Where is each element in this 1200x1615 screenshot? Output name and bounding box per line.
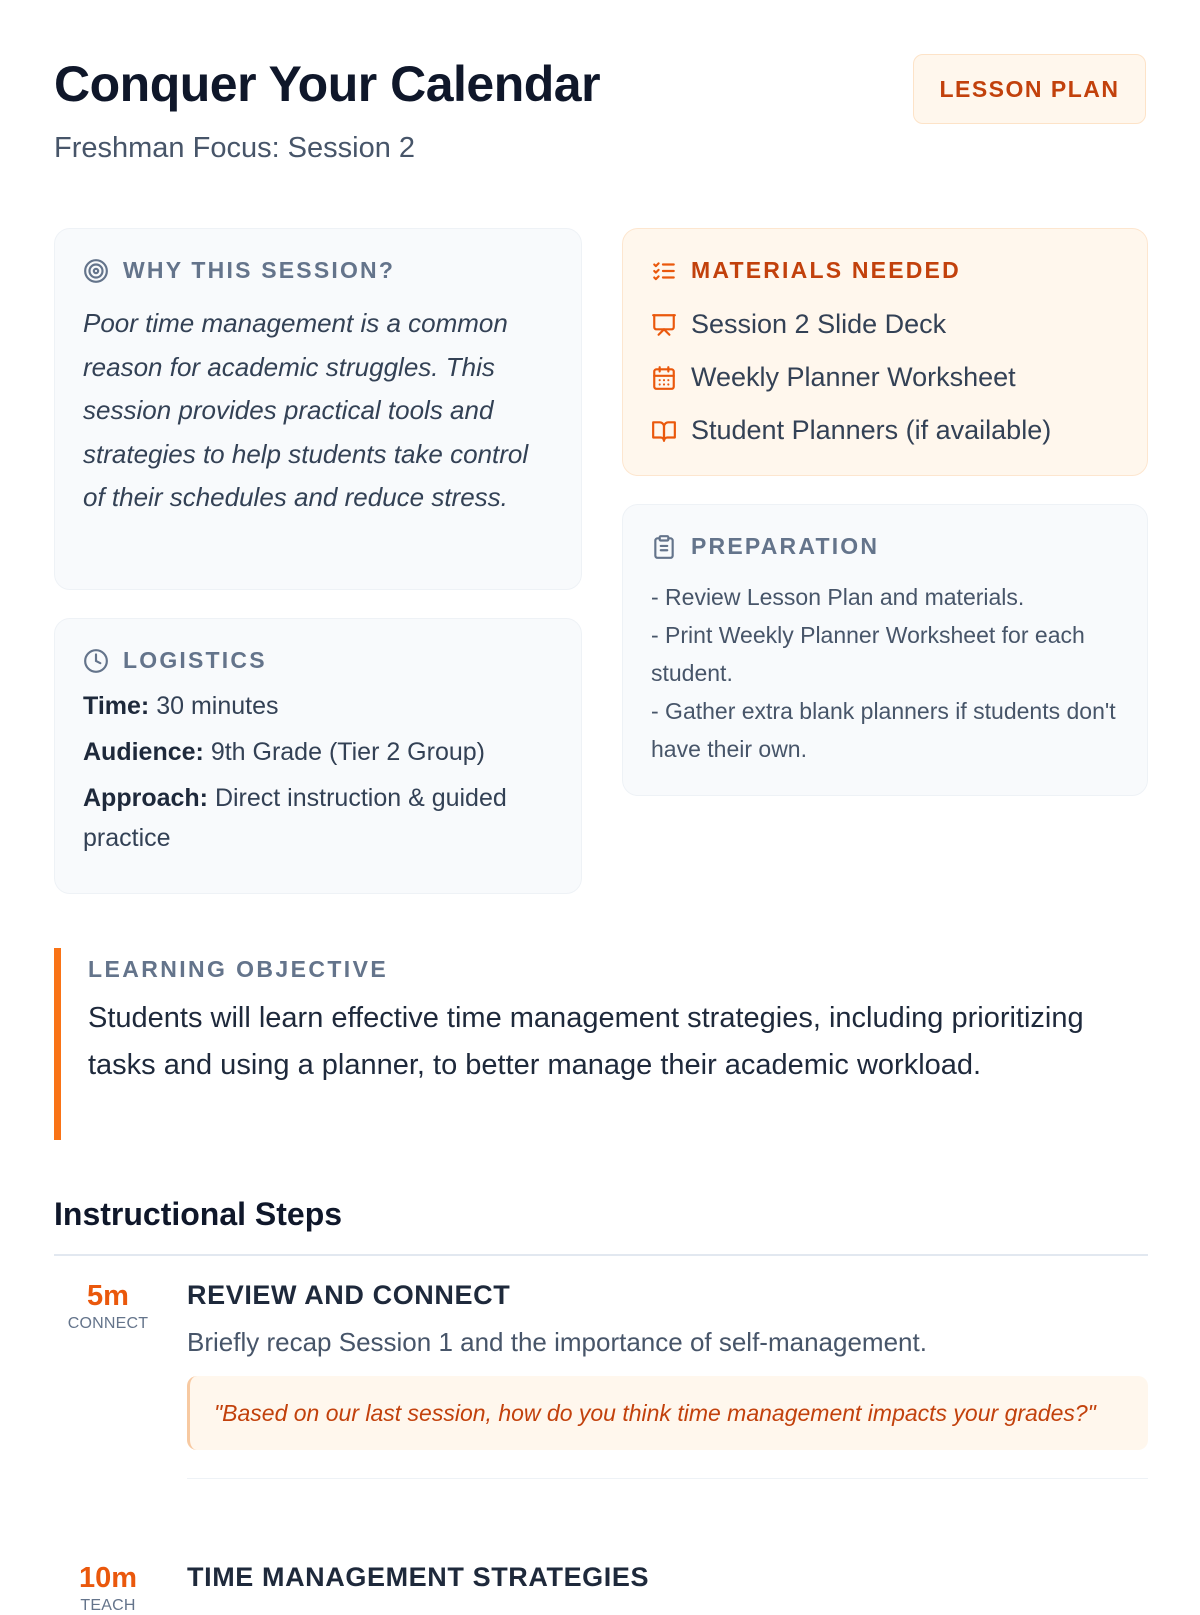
- step-tag: TEACH: [80, 1597, 136, 1614]
- logistics-time: [83, 686, 553, 726]
- learning-objective: [54, 948, 1148, 1140]
- step-description: Briefly recap Session 1 and the importance of self-management.: [187, 1327, 927, 1357]
- page-subtitle: Freshman Focus: Session 2: [54, 132, 416, 164]
- target-icon: [83, 258, 109, 284]
- step-duration: [54, 1562, 162, 1615]
- logistics-card: [54, 618, 582, 894]
- step-body: [187, 1280, 1148, 1479]
- preparation-line: - Review Lesson Plan and materials.: [651, 584, 1025, 610]
- calendar-icon: [651, 365, 677, 391]
- logistics-header: [83, 647, 553, 674]
- time-label: Time:: [83, 692, 150, 720]
- steps-title: Instructional Steps: [54, 1196, 343, 1232]
- why-session-text: Poor time management is a common reason for academic struggles. This session provides practical tools and strategies to help students take control of their schedules and reduce stress.: [83, 308, 529, 512]
- steps-divider: [54, 1254, 1148, 1256]
- page-header: [54, 0, 1146, 200]
- step-heading: REVIEW AND CONNECT: [187, 1280, 511, 1310]
- approach-label: Approach:: [83, 784, 208, 812]
- material-label: Student Planners (if available): [691, 415, 1052, 445]
- page-title: Conquer Your Calendar: [54, 56, 601, 112]
- logistics-heading: LOGISTICS: [123, 647, 267, 673]
- preparation-header: [651, 533, 1119, 560]
- materials-list: [651, 298, 1119, 457]
- approach-value: Direct instruction & guided practice: [83, 784, 507, 852]
- materials-heading: MATERIALS NEEDED: [691, 257, 961, 283]
- objective-label: LEARNING OBJECTIVE: [88, 956, 389, 982]
- step-body: [187, 1562, 1148, 1593]
- checklist-icon: [651, 258, 677, 284]
- material-item: [651, 404, 1119, 457]
- lesson-plan-badge: LESSON PLAN: [913, 54, 1146, 124]
- step-quote: "Based on our last session, how do you think time management impacts your grades?": [187, 1376, 1148, 1450]
- material-item: [651, 351, 1119, 404]
- step-separator: [187, 1478, 1148, 1479]
- step-tag: CONNECT: [67, 1315, 149, 1332]
- logistics-approach: [83, 778, 553, 858]
- audience-label: Audience:: [83, 738, 204, 766]
- clock-icon: [83, 648, 109, 674]
- objective-text: Students will learn effective time management strategies, including prioritizing tasks and using a planner, to better manage their academic workload.: [88, 1002, 1084, 1081]
- logistics-audience: [83, 732, 553, 772]
- material-label: Weekly Planner Worksheet: [691, 362, 1016, 392]
- preparation-card: [622, 504, 1148, 796]
- why-session-heading: WHY THIS SESSION?: [123, 257, 396, 283]
- materials-card: [622, 228, 1148, 476]
- audience-value: 9th Grade (Tier 2 Group): [210, 738, 485, 766]
- preparation-heading: PREPARATION: [691, 533, 880, 559]
- book-icon: [651, 418, 677, 444]
- logistics-list: [83, 686, 553, 858]
- presentation-icon: [651, 312, 677, 338]
- preparation-line: - Print Weekly Planner Worksheet for each student.: [651, 622, 1085, 686]
- material-label: Session 2 Slide Deck: [691, 309, 947, 339]
- step-minutes: 10m: [78, 1562, 138, 1594]
- step-heading: TIME MANAGEMENT STRATEGIES: [187, 1562, 650, 1592]
- preparation-line: - Gather extra blank planners if students don't have their own.: [651, 698, 1116, 762]
- material-item: [651, 298, 1119, 351]
- preparation-list: [651, 578, 1119, 768]
- step-minutes: 5m: [87, 1280, 129, 1312]
- why-session-header: [83, 257, 553, 284]
- step-duration: [54, 1280, 162, 1333]
- why-session-card: [54, 228, 582, 590]
- time-value: 30 minutes: [156, 692, 279, 720]
- clipboard-icon: [651, 534, 677, 560]
- materials-header: [651, 257, 1119, 284]
